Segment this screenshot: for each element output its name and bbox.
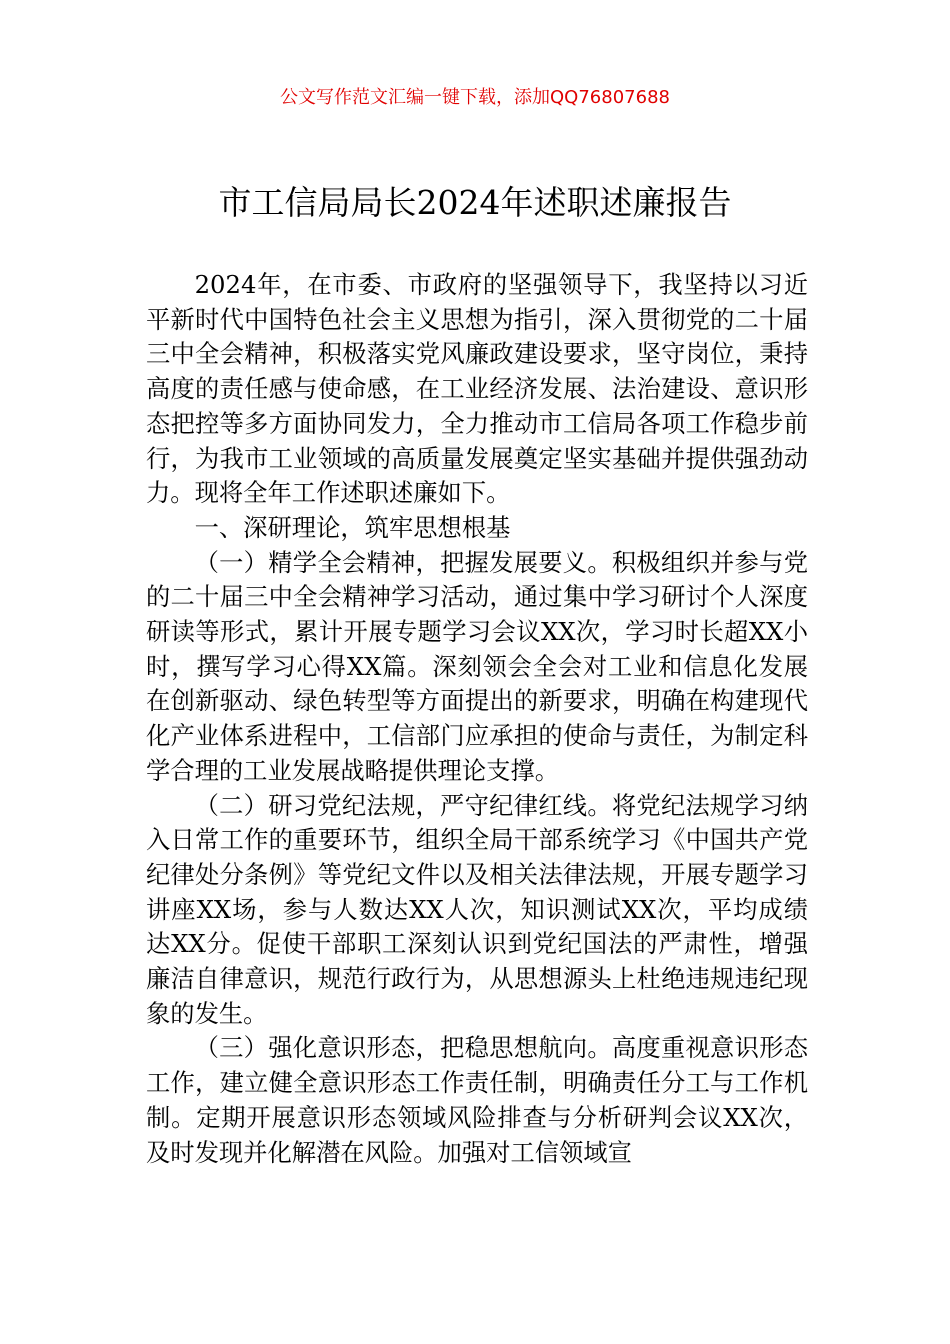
document-body <box>146 268 808 1170</box>
document-title: 市工信局局长2024年述职述廉报告 <box>218 183 732 222</box>
section-heading-1: 一、深研理论，筑牢思想根基 <box>194 512 511 542</box>
paragraph-2: （二）研习党纪法规，严守纪律红线。将党纪法规学习纳入日常工作的重要环节，组织全局干部系统学习《中国共产党纪律处分条例》等党纪文件以及相关法律法规，开展专题学习讲座XX场，参与人数达XX人次，知识测试XX次，平均成绩达XX分。促使干部职工深刻认识到党纪国法的严肃性，增强廉洁自律意识，规范行政行为，从思想源头上杜绝违规违纪现象的发生。 <box>146 790 808 1028</box>
download-note: 公文写作范文汇编一键下载，添加QQ76807688 <box>280 87 670 108</box>
paragraph-1: （一）精学全会精神，把握发展要义。积极组织并参与党的二十届三中全会精神学习活动，通过集中学习研讨个人深度研读等形式，累计开展专题学习会议XX次，学习时长超XX小时，撰写学习心得XX篇。深刻领会全会对工业和信息化发展在创新驱动、绿色转型等方面提出的新要求，明确在构建现代化产业体系进程中，工信部门应承担的使命与责任，为制定科学合理的工业发展战略提供理论支撑。 <box>146 547 808 785</box>
paragraph-3: （三）强化意识形态，把稳思想航向。高度重视意识形态工作，建立健全意识形态工作责任制，明确责任分工与工作机制。定期开展意识形态领域风险排查与分析研判会议XX次，及时发现并化解潜在风险。加强对工信领域宣 <box>146 1033 808 1167</box>
intro-paragraph: 2024年，在市委、市政府的坚强领导下，我坚持以习近平新时代中国特色社会主义思想为指引，深入贯彻党的二十届三中全会精神，积极落实党风廉政建设要求，坚守岗位，秉持高度的责任感与使命感，在工业经济发展、法治建设、意识形态把控等多方面协同发力，全力推动市工信局各项工作稳步前行，为我市工业领域的高质量发展奠定坚实基础并提供强劲动力。现将全年工作述职述廉如下。 <box>146 270 808 508</box>
